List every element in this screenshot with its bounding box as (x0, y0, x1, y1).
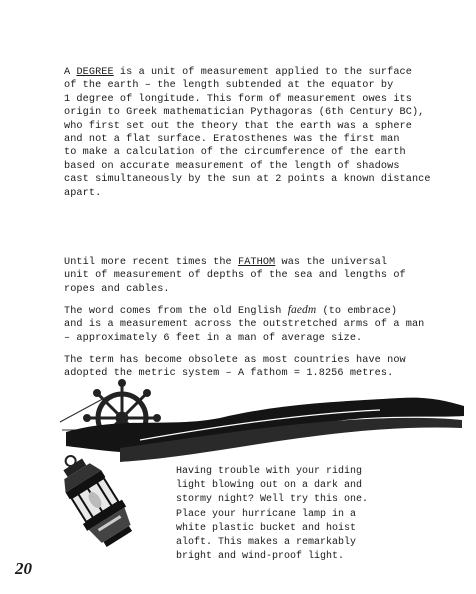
fathom-term: FATHOM (237, 257, 276, 268)
fathom-paragraph (64, 256, 440, 296)
fathom-body: was the universal unit of measurement of depths of the sea and lengths of ropes and cables. (64, 257, 406, 295)
page-number: 20 (15, 559, 32, 578)
etymology-body: (to embrace) and is a measurement across the outstretched arms of a man – approximately 6 feet in a man of average size. (64, 306, 425, 344)
etymology-paragraph (64, 304, 440, 345)
degree-paragraph (64, 66, 440, 200)
degree-body: is a unit of measurement applied to the surface of the earth – the length subtended at the equator by 1 degree of longitude. This form of measurement owes its origin to Greek mathematician Pythagoras (6th Century BC), who first set out the theory that the earth was a sphere and not a flat surface. Eratosthenes was the first man to make a calculation of the circumference of the earth based on accurate measurement of the length of shadows cast simultaneously by the sun at 2 points a known distance apart. (64, 67, 431, 199)
old-english-word: faedm (287, 304, 317, 316)
fathom-lead: Until more recent times the (64, 257, 238, 268)
riding-light-tip: Having trouble with your riding light blowing out on a dark and stormy night? Well try this one. Place your hurricane lamp in a white plastic bucket and hoist aloft. This makes a remarkably bright and wind-proof light. (176, 466, 369, 563)
degree-lead: A (64, 67, 77, 78)
degree-term: DEGREE (76, 67, 114, 78)
metric-paragraph: The term has become obsolete as most countries have now adopted the metric system – A fathom = 1.8256 metres. (64, 355, 406, 380)
etymology-lead: The word comes from the old English (64, 306, 288, 317)
